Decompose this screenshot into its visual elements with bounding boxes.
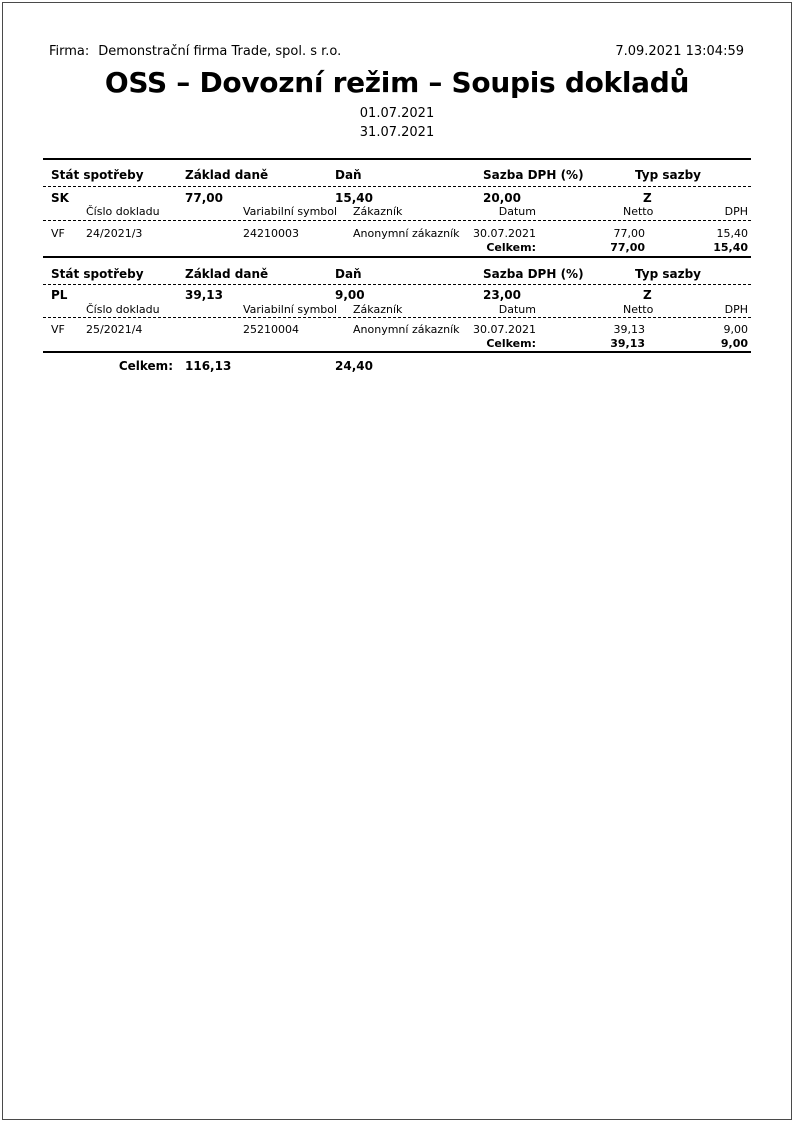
doc-customer: Anonymní zákazník [353,323,460,336]
doc-date: 30.07.2021 [473,323,536,336]
table-top-rule [43,158,751,160]
rate-value: 23,00 [483,288,521,302]
period-from: 01.07.2021 [359,106,435,121]
section-values-row [43,191,751,205]
doc-dph: 15,40 [716,227,748,240]
col-customer: Zákazník [353,303,403,316]
company-name: Demonstrační firma Trade, spol. s r.o. [98,44,342,59]
grand-total-base: 116,13 [185,359,232,373]
grand-total-label: Celkem: [118,359,173,373]
col-doc-number: Číslo dokladu [86,205,160,218]
base-value: 77,00 [185,191,223,205]
col-customer: Zákazník [353,205,403,218]
rate-type-value: Z [643,288,652,302]
col-date: Datum [498,205,536,218]
tax-value: 15,40 [335,191,373,205]
grand-total-tax: 24,40 [335,359,373,373]
rate-value: 20,00 [483,191,521,205]
col-rate-type: Typ sazby [635,168,701,182]
section-total-netto: 39,13 [610,337,645,350]
report-page [2,2,792,1120]
doc-dph: 9,00 [723,323,748,336]
report-header-row [49,44,744,59]
section-total-row [43,241,751,255]
section-bottom-rule [43,351,751,353]
col-netto: Netto [623,303,654,316]
dashed-divider [43,317,751,318]
col-base: Základ daně [185,267,269,281]
col-rate: Sazba DPH (%) [483,168,584,182]
col-var-symbol: Variabilní symbol [243,205,338,218]
doc-var-symbol: 25210004 [243,323,299,336]
col-doc-number: Číslo dokladu [86,303,160,316]
grand-total-row [43,359,751,373]
print-timestamp: 7.09.2021 13:04:59 [615,44,744,59]
tax-value: 9,00 [335,288,365,302]
state-value: SK [51,191,69,205]
col-state: Stát spotřeby [51,168,144,182]
doc-customer: Anonymní zákazník [353,227,460,240]
doc-date: 30.07.2021 [473,227,536,240]
dashed-divider [43,284,751,285]
doc-type: VF [51,227,65,240]
rate-type-value: Z [643,191,652,205]
section-header-row [43,168,751,182]
company-label: Firma: [49,44,90,59]
dashed-divider [43,220,751,221]
company-line [49,44,341,59]
doc-netto: 77,00 [613,227,645,240]
doc-columns-row [43,205,751,219]
col-netto: Netto [623,205,654,218]
doc-number: 24/2021/3 [86,227,143,240]
document-row [43,323,751,337]
doc-var-symbol: 24210003 [243,227,299,240]
section-bottom-rule [43,256,751,258]
section-header-row [43,267,751,281]
state-value: PL [51,288,68,302]
section-total-dph: 9,00 [720,337,748,350]
document-row [43,227,751,241]
section-total-netto: 77,00 [610,241,645,254]
doc-columns-row [43,303,751,317]
base-value: 39,13 [185,288,223,302]
col-dph: DPH [724,303,748,316]
section-total-row [43,337,751,351]
col-rate-type: Typ sazby [635,267,701,281]
col-base: Základ daně [185,168,269,182]
section-values-row [43,288,751,302]
col-tax: Daň [335,168,362,182]
section-total-label: Celkem: [486,337,536,350]
doc-netto: 39,13 [613,323,645,336]
dashed-divider [43,186,751,187]
doc-type: VF [51,323,65,336]
col-tax: Daň [335,267,362,281]
section-total-label: Celkem: [486,241,536,254]
col-date: Datum [498,303,536,316]
col-state: Stát spotřeby [51,267,144,281]
report-title: OSS – Dovozní režim – Soupis dokladů [104,66,690,99]
col-dph: DPH [724,205,748,218]
col-var-symbol: Variabilní symbol [243,303,338,316]
col-rate: Sazba DPH (%) [483,267,584,281]
section-total-dph: 15,40 [713,241,748,254]
period-to: 31.07.2021 [359,125,435,140]
doc-number: 25/2021/4 [86,323,143,336]
